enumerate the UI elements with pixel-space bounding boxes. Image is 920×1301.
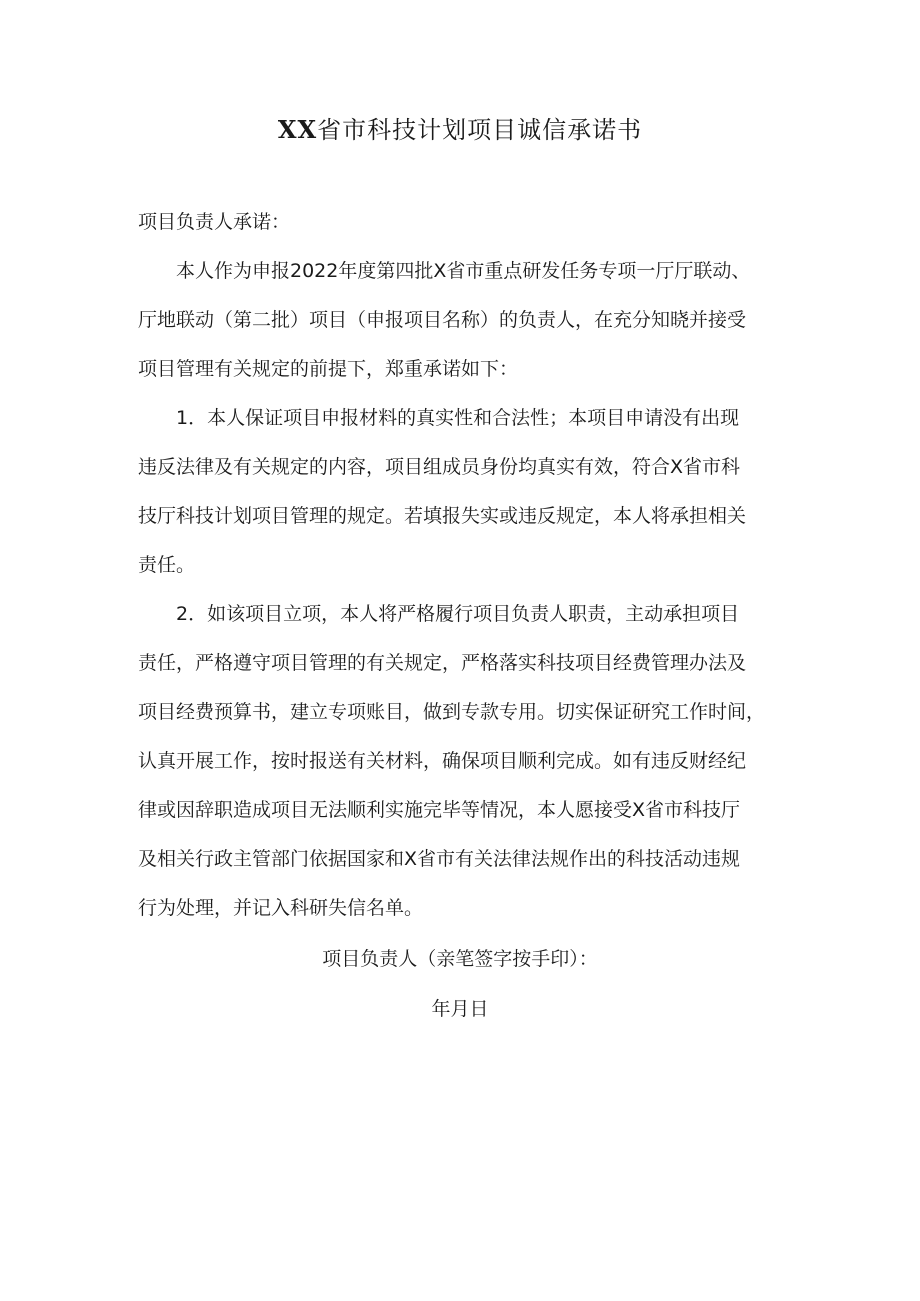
date-label: 年月日 [431, 998, 489, 1020]
paragraph-commitment-1 [138, 394, 788, 590]
paragraph-intro [138, 247, 788, 394]
paragraph-line: 1．本人保证项目申报材料的真实性和合法性；本项目申请没有出现 [176, 407, 740, 429]
signature-label: 项目负责人（亲笔签字按手印）： [322, 948, 598, 970]
paragraph-line: 违反法律及有关规定的内容，项目组成员身份均真实有效，符合X省市科 [138, 456, 741, 478]
paragraph-commitment-2 [138, 590, 788, 933]
paragraph-line: 项目管理有关规定的前提下，郑重承诺如下： [138, 358, 519, 380]
greeting-line: 项目负责人承诺： [138, 211, 291, 233]
paragraph-line: 律或因辞职造成项目无法顺利实施完毕等情况，本人愿接受X省市科技厅 [138, 799, 741, 821]
title-prefix: XX [277, 115, 318, 144]
document-title [0, 112, 920, 148]
paragraph-line: 项目经费预算书，建立专项账目，做到专款专用。切实保证研究工作时间， [138, 701, 766, 723]
paragraph-line: 厅地联动（第二批）项目（申报项目名称）的负责人，在充分知晓并接受 [138, 309, 747, 331]
paragraph-line: 技厅科技计划项目管理的规定。若填报失实或违反规定，本人将承担相关 [138, 505, 747, 527]
paragraph-line: 责任，严格遵守项目管理的有关规定，严格落实科技项目经费管理办法及 [138, 652, 747, 674]
paragraph-line: 责任。 [138, 554, 196, 576]
paragraph-line: 行为处理，并记入科研失信名单。 [138, 897, 424, 919]
paragraph-line: 认真开展工作，按时报送有关材料，确保项目顺利完成。如有违反财经纪 [138, 750, 747, 772]
paragraph-line: 及相关行政主管部门依据国家和X省市有关法律法规作出的科技活动违规 [138, 848, 741, 870]
paragraph-line: 本人作为申报2022年度第四批X省市重点研发任务专项一厅厅联动、 [176, 260, 751, 282]
paragraph-line: 2．如该项目立项，本人将严格履行项目负责人职责，主动承担项目 [176, 603, 740, 625]
title-text: 省市科技计划项目诚信承诺书 [317, 116, 643, 144]
